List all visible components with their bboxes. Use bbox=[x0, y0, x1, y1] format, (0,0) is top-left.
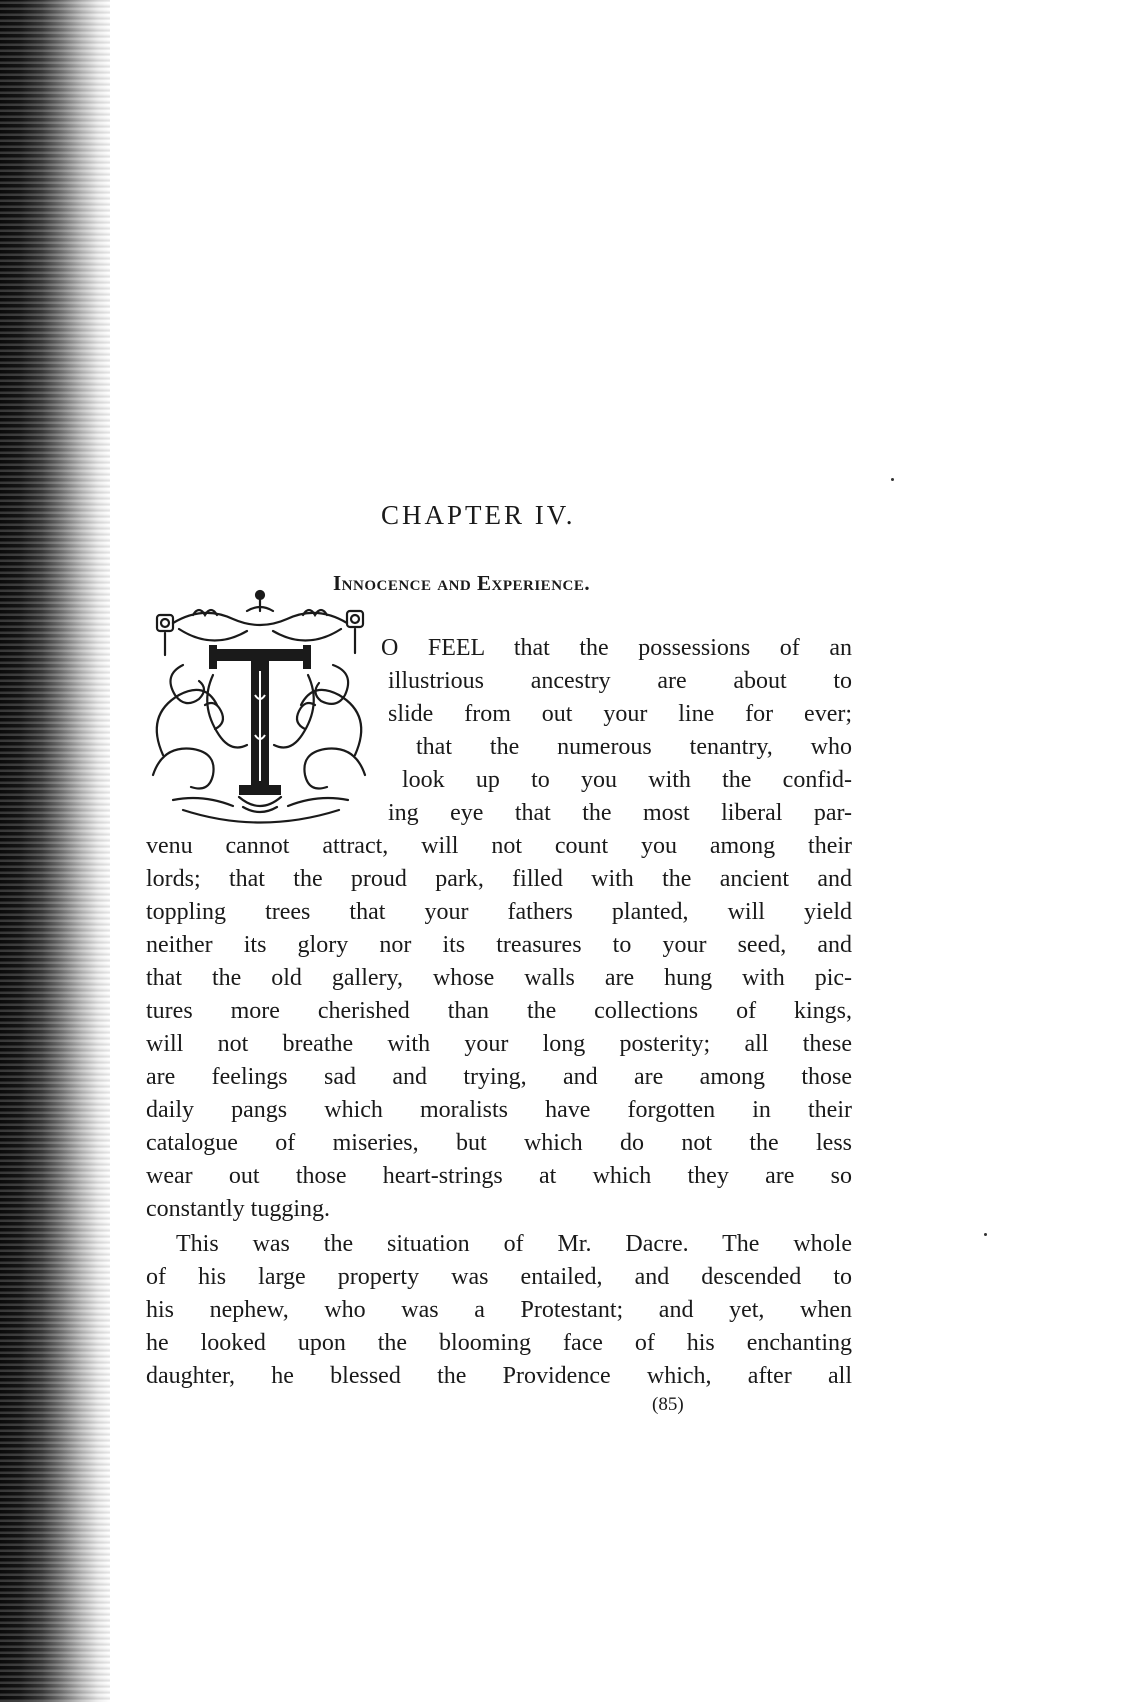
text-line: daughter, he blessed the Providence which, after all bbox=[146, 1363, 852, 1389]
text-line: he looked upon the blooming face of his enchanting bbox=[146, 1330, 852, 1356]
ornamental-drop-cap bbox=[143, 585, 378, 825]
text-line: are feelings sad and trying, and are among those bbox=[146, 1064, 852, 1090]
text-line: tures more cherished than the collections of kings, bbox=[146, 998, 852, 1024]
text-line: illustrious ancestry are about to bbox=[388, 668, 852, 694]
text-line: catalogue of miseries, but which do not the less bbox=[146, 1130, 852, 1156]
text-line: slide from out your line for ever; bbox=[388, 701, 852, 727]
text-line: This was the situation of Mr. Dacre. The whole bbox=[176, 1231, 852, 1257]
text-line: lords; that the proud park, filled with the ancient and bbox=[146, 866, 852, 892]
text-line: wear out those heart-strings at which they are so bbox=[146, 1163, 852, 1189]
scan-speck bbox=[984, 1233, 987, 1236]
text-line: daily pangs which moralists have forgotten in their bbox=[146, 1097, 852, 1123]
text-line: his nephew, who was a Protestant; and yet, when bbox=[146, 1297, 852, 1323]
page-number: (85) bbox=[652, 1394, 684, 1415]
scan-speck bbox=[891, 478, 894, 481]
text-line: venu cannot attract, will not count you among their bbox=[146, 833, 852, 859]
text-line: that the old gallery, whose walls are hung with pic- bbox=[146, 965, 852, 991]
chapter-title: CHAPTER IV. bbox=[381, 500, 576, 530]
text-line: will not breathe with your long posterity; all these bbox=[146, 1031, 852, 1057]
chapter-subtitle: Innocence and Experience. bbox=[333, 571, 591, 595]
text-line: look up to you with the confid- bbox=[402, 767, 852, 793]
text-line: toppling trees that your fathers planted, will yield bbox=[146, 899, 852, 925]
text-line: neither its glory nor its treasures to your seed, and bbox=[146, 932, 852, 958]
text-line: ing eye that the most liberal par- bbox=[388, 800, 852, 826]
text-line: O FEEL that the possessions of an bbox=[381, 635, 852, 661]
text-line: of his large property was entailed, and descended to bbox=[146, 1264, 852, 1290]
text-line: that the numerous tenantry, who bbox=[416, 734, 852, 760]
text-line: constantly tugging. bbox=[146, 1196, 330, 1222]
